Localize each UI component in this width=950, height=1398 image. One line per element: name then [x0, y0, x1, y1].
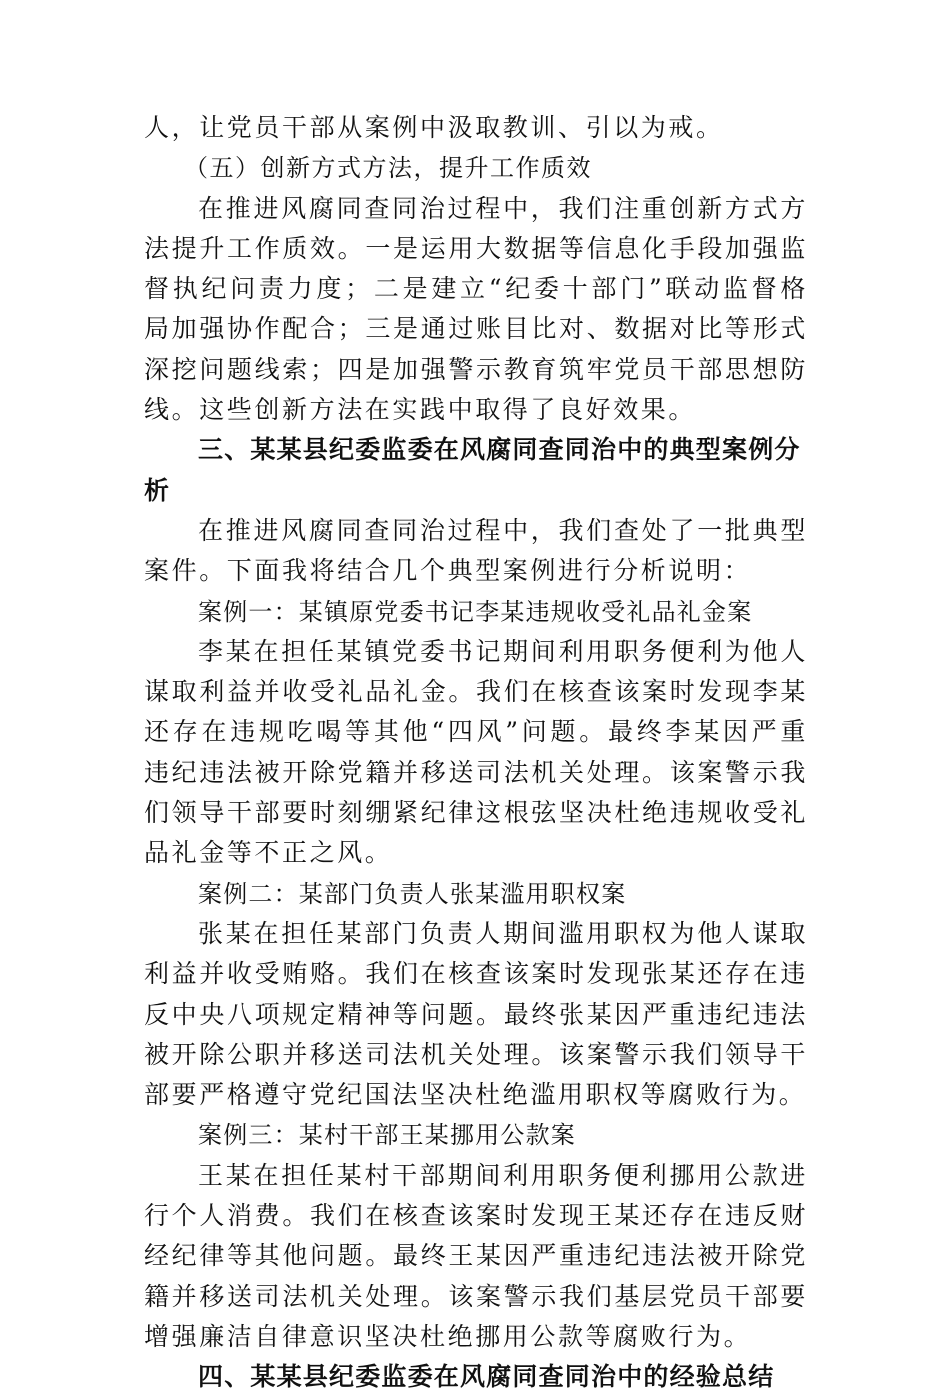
document-page — [144, 108, 808, 1398]
section-heading-summary: 四、某某县纪委监委在风腐同查同治中的经验总结 — [198, 1362, 775, 1392]
section-heading-cases: 三、某某县纪委监委在风腐同查同治中的典型案例分析 — [144, 435, 801, 505]
subheading-innovation: （五）创新方式方法，提升工作质效 — [184, 154, 592, 183]
case-two-body: 张某在担任某部门负责人期间滥用职权为他人谋取利益并收受贿赂。我们在核查该案时发现张某还存在违反中央八项规定精神等问题。最终张某因严重违纪违法被开除公职并移送司法机关处理。该案警示我们领导干部要严格遵守党纪国法坚决杜绝滥用职权等腐败行为。 — [144, 918, 808, 1110]
case-three-title: 案例三：某村干部王某挪用公款案 — [198, 1121, 576, 1150]
paragraph-cases-intro: 在推进风腐同查同治过程中，我们查处了一批典型案件。下面我将结合几个典型案例进行分析说明： — [144, 515, 808, 586]
case-two-title: 案例二：某部门负责人张某滥用职权案 — [198, 879, 627, 908]
case-three-body: 王某在担任某村干部期间利用职务便利挪用公款进行个人消费。我们在核查该案时发现王某还存在违反财经纪律等其他问题。最终王某因严重违纪违法被开除党籍并移送司法机关处理。该案警示我们基层党员干部要增强廉洁自律意识坚决杜绝挪用公款等腐败行为。 — [144, 1160, 808, 1351]
case-one-title: 案例一：某镇原党委书记李某违规收受礼品礼金案 — [198, 597, 753, 626]
paragraph-innovation: 在推进风腐同查同治过程中，我们注重创新方式方法提升工作质效。一是运用大数据等信息化手段加强监督执纪问责力度；二是建立“纪委十部门”联动监督格局加强协作配合；三是通过账目比对、数据对比等形式深挖问题线索；四是加强警示教育筑牢党员干部思想防线。这些创新方法在实践中取得了良好效果。 — [144, 193, 808, 425]
case-one-body: 李某在担任某镇党委书记期间利用职务便利为他人谋取利益并收受礼品礼金。我们在核查该案时发现李某还存在违规吃喝等其他“四风”问题。最终李某因严重违纪违法被开除党籍并移送司法机关处理。该案警示我们领导干部要时刻绷紧纪律这根弦坚决杜绝违规收受礼品礼金等不正之风。 — [144, 636, 808, 868]
paragraph-continuation: 人，让党员干部从案例中汲取教训、引以为戒。 — [144, 113, 724, 142]
